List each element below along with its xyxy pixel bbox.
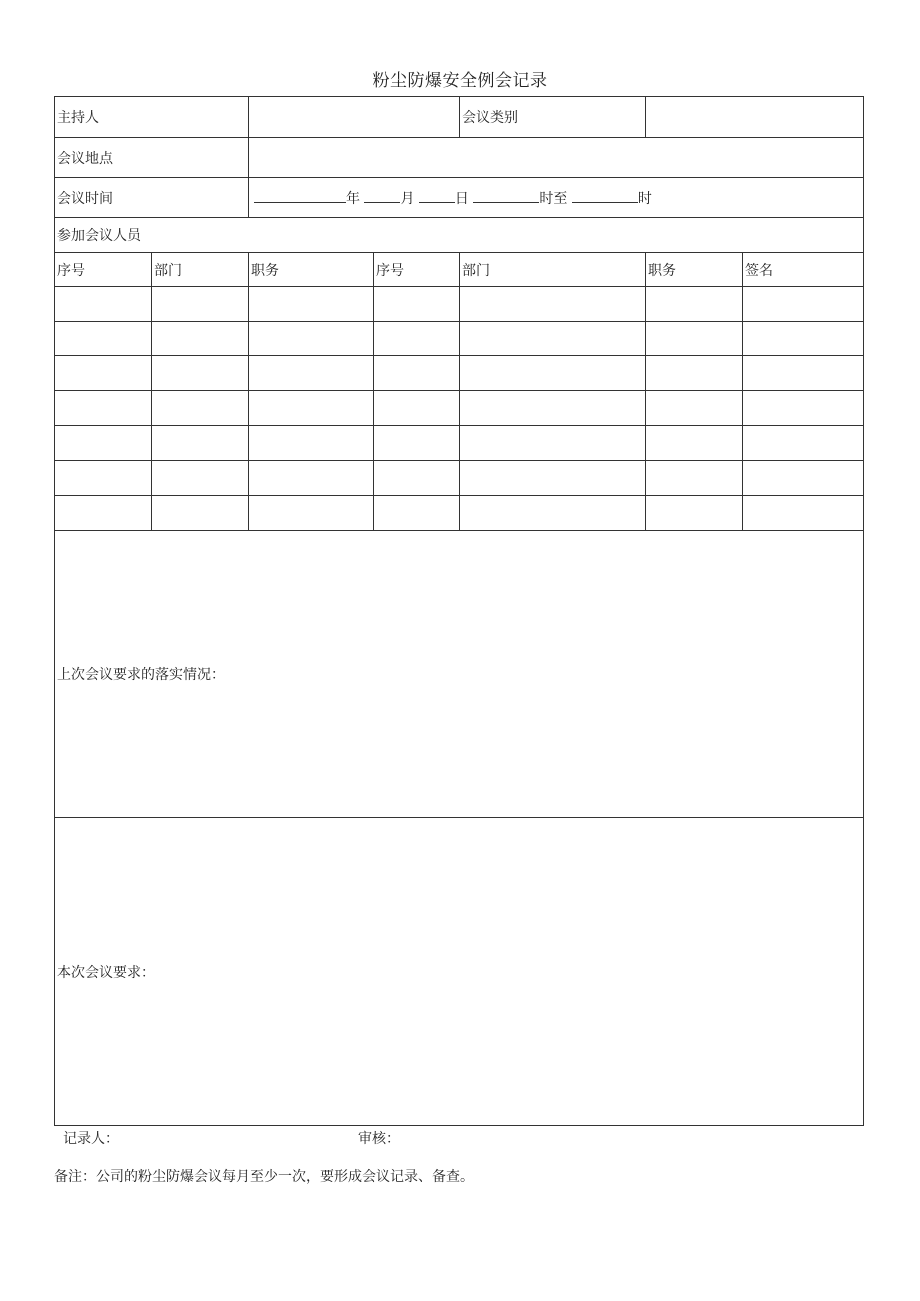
table-cell[interactable]: [743, 356, 864, 391]
hour-unit: 时: [637, 190, 652, 207]
table-cell[interactable]: [152, 356, 249, 391]
table-cell[interactable]: [249, 391, 374, 426]
table-cell[interactable]: [374, 496, 460, 531]
table-row: [55, 322, 864, 356]
column-header: 序号: [55, 253, 152, 287]
current-requirements-area[interactable]: [55, 818, 864, 1126]
table-cell[interactable]: [152, 461, 249, 496]
month-unit: 月: [400, 190, 415, 207]
table-cell[interactable]: [55, 461, 152, 496]
end-hour-blank[interactable]: [572, 189, 638, 203]
year-blank[interactable]: [254, 189, 346, 203]
table-row: [55, 391, 864, 426]
table-cell[interactable]: [374, 356, 460, 391]
previous-requirements-area[interactable]: [55, 531, 864, 818]
time-row: [55, 178, 864, 218]
attendees-section-label: 参加会议人员: [55, 218, 864, 253]
table-cell[interactable]: [55, 426, 152, 461]
previous-requirements-label: 上次会议要求的落实情况：: [57, 667, 225, 683]
table-cell[interactable]: [460, 426, 646, 461]
column-header: 职务: [249, 253, 374, 287]
table-cell[interactable]: [55, 496, 152, 531]
table-cell[interactable]: [249, 322, 374, 356]
month-blank[interactable]: [364, 189, 400, 203]
category-label: 会议类别: [460, 97, 646, 138]
footer-note: 备注：公司的粉尘防爆会议每月至少一次，要形成会议记录、备查。: [54, 1169, 474, 1185]
table-cell[interactable]: [249, 496, 374, 531]
table-cell[interactable]: [55, 356, 152, 391]
column-header: 部门: [460, 253, 646, 287]
table-cell[interactable]: [55, 287, 152, 322]
table-cell[interactable]: [55, 391, 152, 426]
table-cell[interactable]: [646, 356, 743, 391]
reviewer-label: 审核：: [358, 1131, 400, 1147]
table-row: [55, 426, 864, 461]
table-cell[interactable]: [152, 287, 249, 322]
category-field[interactable]: [646, 97, 864, 138]
table-cell[interactable]: [646, 426, 743, 461]
table-cell[interactable]: [460, 322, 646, 356]
table-cell[interactable]: [646, 322, 743, 356]
table-cell[interactable]: [152, 391, 249, 426]
location-field[interactable]: [249, 138, 864, 178]
column-header: 职务: [646, 253, 743, 287]
table-cell[interactable]: [374, 391, 460, 426]
location-label: 会议地点: [55, 138, 249, 178]
table-cell[interactable]: [460, 287, 646, 322]
table-cell[interactable]: [55, 322, 152, 356]
column-header: 签名: [743, 253, 864, 287]
table-cell[interactable]: [249, 426, 374, 461]
table-cell[interactable]: [646, 391, 743, 426]
table-cell[interactable]: [460, 461, 646, 496]
table-cell[interactable]: [646, 287, 743, 322]
table-cell[interactable]: [743, 287, 864, 322]
host-label: 主持人: [55, 97, 249, 138]
time-field[interactable]: [249, 178, 864, 218]
table-cell[interactable]: [646, 496, 743, 531]
host-row: [55, 97, 864, 138]
table-cell[interactable]: [743, 322, 864, 356]
start-hour-blank[interactable]: [473, 189, 539, 203]
table-cell[interactable]: [249, 356, 374, 391]
meeting-record-form: [54, 96, 864, 1126]
table-cell[interactable]: [152, 322, 249, 356]
previous-requirements-row: [55, 531, 864, 818]
table-row: [55, 356, 864, 391]
table-cell[interactable]: [460, 356, 646, 391]
day-unit: 日: [454, 190, 469, 207]
year-unit: 年: [346, 190, 360, 207]
table-cell[interactable]: [152, 426, 249, 461]
host-field[interactable]: [249, 97, 460, 138]
table-row: [55, 461, 864, 496]
column-header: 序号: [374, 253, 460, 287]
recorder-label: 记录人：: [63, 1131, 119, 1147]
time-label: 会议时间: [55, 178, 249, 218]
table-row: [55, 496, 864, 531]
attendees-section-row: [55, 218, 864, 253]
table-cell[interactable]: [374, 287, 460, 322]
table-cell[interactable]: [743, 496, 864, 531]
page-title: 粉尘防爆安全例会记录: [372, 71, 548, 91]
table-cell[interactable]: [249, 287, 374, 322]
table-cell[interactable]: [646, 461, 743, 496]
table-cell[interactable]: [743, 391, 864, 426]
table-cell[interactable]: [743, 461, 864, 496]
table-cell[interactable]: [460, 391, 646, 426]
table-cell[interactable]: [460, 496, 646, 531]
attendees-header-row: [55, 253, 864, 287]
table-row: [55, 287, 864, 322]
table-cell[interactable]: [374, 426, 460, 461]
day-blank[interactable]: [419, 189, 455, 203]
table-cell[interactable]: [374, 322, 460, 356]
current-requirements-label: 本次会议要求：: [57, 964, 155, 981]
column-header: 部门: [152, 253, 249, 287]
location-row: [55, 138, 864, 178]
hour-to-unit: 时至: [539, 190, 568, 207]
table-cell[interactable]: [152, 496, 249, 531]
table-cell[interactable]: [249, 461, 374, 496]
table-cell[interactable]: [374, 461, 460, 496]
table-cell[interactable]: [743, 426, 864, 461]
current-requirements-row: [55, 818, 864, 1126]
